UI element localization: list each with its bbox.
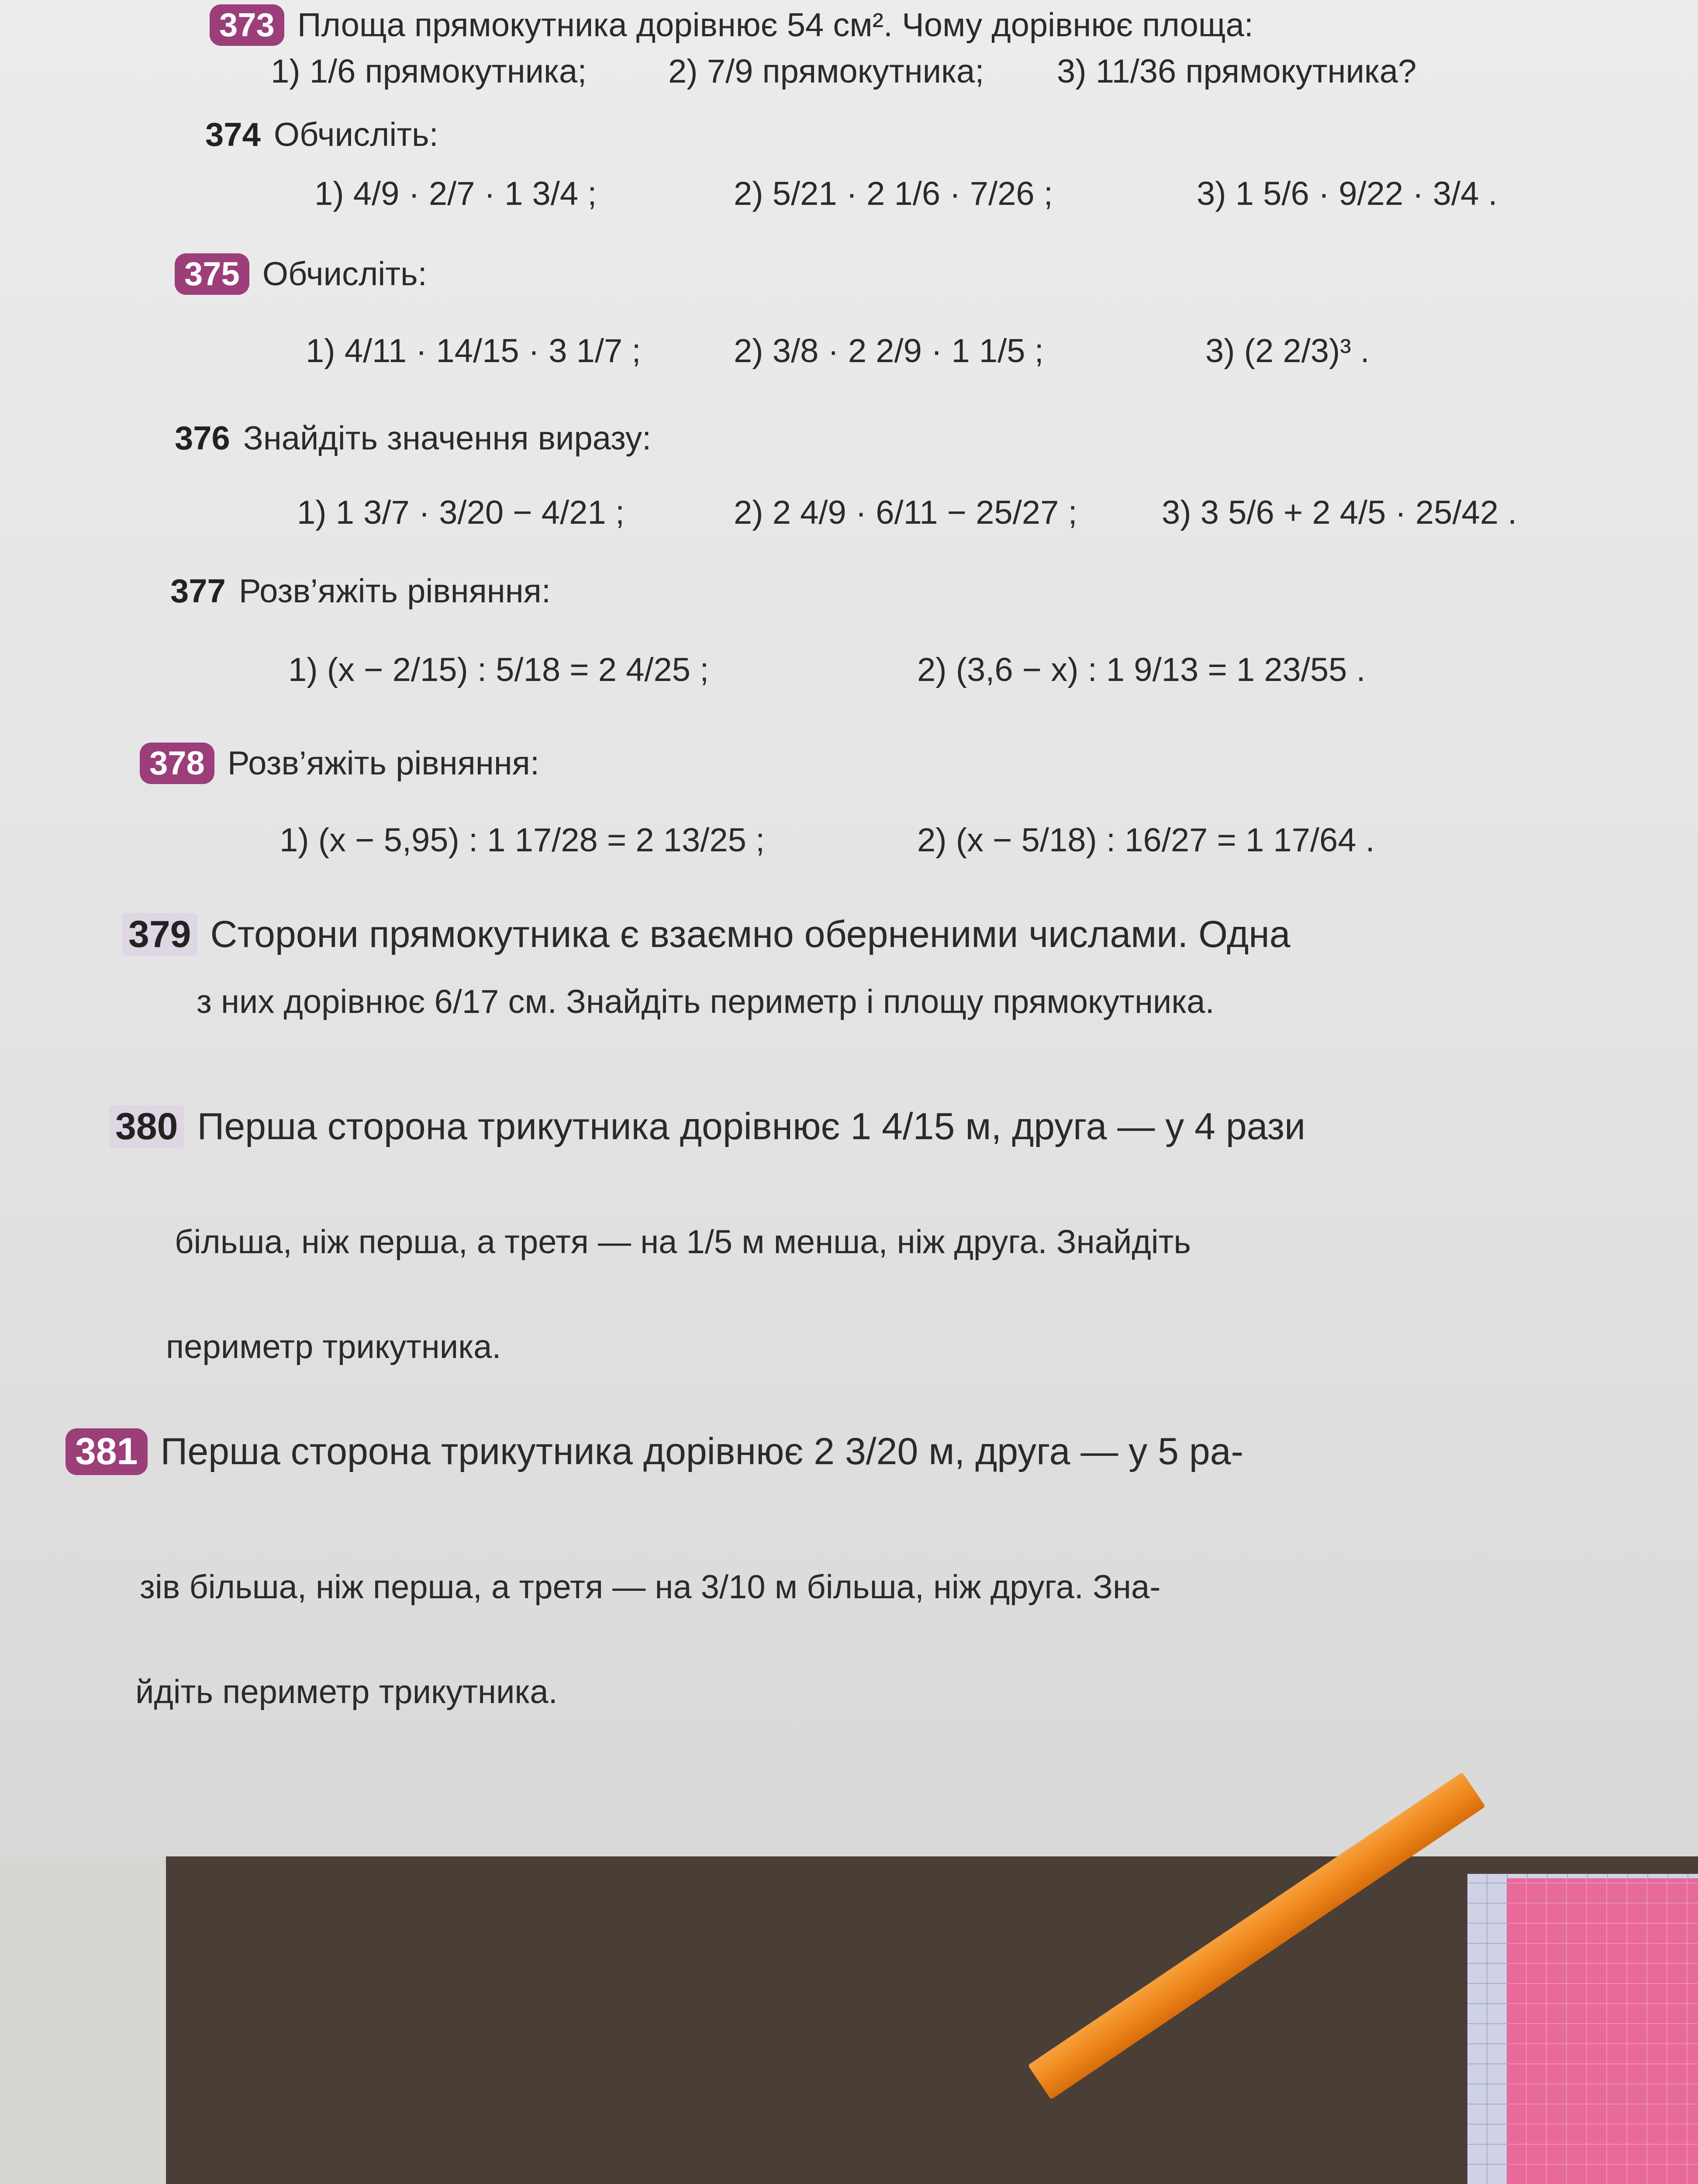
problem-374-item-1: 1) 4/9 · 2/7 · 1 3/4 ; — [314, 175, 597, 212]
problem-number: 374 — [205, 116, 261, 153]
problem-number: 378 — [140, 743, 214, 784]
problem-374 — [205, 116, 438, 154]
problem-number: 381 — [66, 1428, 148, 1475]
problem-378-item-1: 1) (x − 5,95) : 1 17/28 = 2 13/25 ; — [280, 822, 765, 859]
problem-378 — [140, 743, 539, 784]
problem-number: 376 — [175, 420, 230, 457]
problem-375-item-2: 2) 3/8 · 2 2/9 · 1 1/5 ; — [734, 332, 1044, 370]
problem-373-item-3: 3) 11/36 прямокутника? — [1057, 53, 1417, 90]
problem-374-item-3: 3) 1 5/6 · 9/22 · 3/4 . — [1197, 175, 1498, 212]
problem-379 — [122, 913, 1291, 956]
problem-373-item-1: 1) 1/6 прямокутника; — [271, 53, 587, 90]
problem-376 — [175, 419, 651, 457]
problem-373 — [210, 4, 1253, 46]
problem-377-item-2: 2) (3,6 − x) : 1 9/13 = 1 23/55 . — [917, 651, 1366, 688]
problem-number: 380 — [109, 1105, 184, 1148]
desk-surface — [0, 1856, 166, 2184]
problem-line: Перша сторона трикутника дорівнює 1 4/15 м, друга — у 4 рази — [197, 1106, 1306, 1147]
problem-381 — [66, 1428, 1243, 1475]
problem-376-item-3: 3) 3 5/6 + 2 4/5 · 25/42 . — [1162, 494, 1517, 531]
problem-374-item-2: 2) 5/21 · 2 1/6 · 7/26 ; — [734, 175, 1053, 212]
problem-text: Розв’яжіть рівняння: — [227, 745, 539, 782]
problem-line: Сторони прямокутника є взаємно оберненими числами. Одна — [210, 913, 1291, 955]
problem-376-item-1: 1) 1 3/7 · 3/20 − 4/21 ; — [297, 494, 625, 531]
problem-375-item-1: 1) 4/11 · 14/15 · 3 1/7 ; — [306, 332, 641, 370]
problem-377-item-1: 1) (x − 2/15) : 5/18 = 2 4/25 ; — [288, 651, 709, 688]
problem-381-line-2: зів більша, ніж перша, а третя — на 3/10 м більша, ніж друга. Зна- — [140, 1569, 1161, 1606]
problem-line: Перша сторона трикутника дорівнює 2 3/20 м, друга — у 5 ра- — [160, 1431, 1244, 1472]
problem-375 — [175, 253, 427, 295]
problem-380-line-3: периметр трикутника. — [166, 1328, 501, 1365]
problem-number: 377 — [170, 573, 226, 610]
problem-380 — [109, 1105, 1305, 1148]
notebook-cover — [1507, 1878, 1698, 2184]
problem-376-item-2: 2) 2 4/9 · 6/11 − 25/27 ; — [734, 494, 1077, 531]
problem-373-item-2: 2) 7/9 прямокутника; — [668, 53, 984, 90]
problem-380-line-2: більша, ніж перша, а третя — на 1/5 м менша, ніж друга. Знайдіть — [175, 1223, 1191, 1261]
problem-377 — [170, 572, 551, 610]
problem-text: Обчисліть: — [262, 256, 427, 293]
problem-text: Знайдіть значення виразу: — [243, 420, 652, 457]
problem-381-line-3: йдіть периметр трикутника. — [135, 1673, 558, 1711]
problem-378-item-2: 2) (x − 5/18) : 16/27 = 1 17/64 . — [917, 822, 1375, 859]
problem-number: 375 — [175, 253, 249, 295]
problem-number: 379 — [122, 913, 197, 956]
problem-379-line-2: з них дорівнює 6/17 см. Знайдіть периметр і площу прямокутника. — [197, 983, 1215, 1020]
problem-text: Площа прямокутника дорівнює 54 см². Чому дорівнює площа: — [297, 7, 1253, 44]
problem-375-item-3: 3) (2 2/3)³ . — [1205, 332, 1370, 370]
problem-text: Розв’яжіть рівняння: — [238, 573, 551, 610]
problem-text: Обчисліть: — [273, 116, 438, 153]
problem-number: 373 — [210, 4, 284, 46]
